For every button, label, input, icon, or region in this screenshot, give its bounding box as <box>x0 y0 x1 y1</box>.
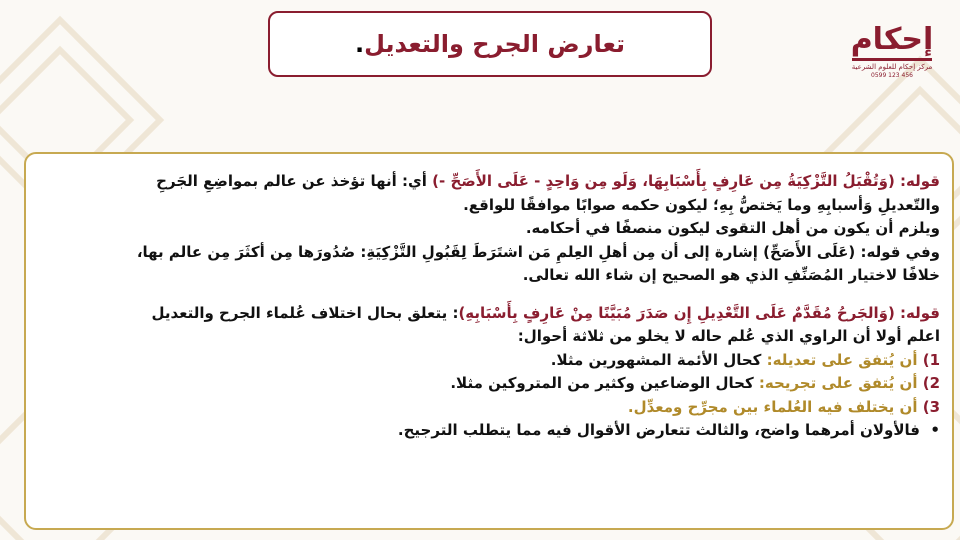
list-item: 3) أن يختلف فيه العُلماء بين مجرِّح ومعدِّل. <box>627 397 940 416</box>
logo-mark: إحكام <box>850 22 934 57</box>
paragraph-5: اعلم أولا أن الراوي الذي عُلم حاله لا يخلو من ثلاثة أحوال: <box>517 327 940 345</box>
bullet-item: • فالأولان أمرهما واضح، والثالث تتعارض الأقوال فيه مما يتطلب الترجيح. <box>397 421 940 439</box>
title-box <box>268 11 712 77</box>
paragraph-1-line-1: قوله: (وَتُقْبَلُ التَّزْكِيَةُ مِن عَارِفٍ بِأَسْبَابِهَا، وَلَو مِن وَاحِدٍ - عَلَى الأَصَحِّ -) أي: أنها تؤخذ عن عالم بمواضِعِ الجَرحِ <box>156 172 940 190</box>
content-text <box>40 170 940 443</box>
paragraph-1-line-2: والتّعديلِ وَأسبابِهِ وما يَختصُّ بِهِ؛ ليكون حكمه صوابًا موافقًا للواقع. <box>463 195 940 214</box>
paragraph-4: قوله: (وَالجَرحُ مُقَدَّمٌ عَلَى التَّعْدِيلِ إِن صَدَرَ مُبَيَّنًا مِنْ عَارِفٍ بِأَسْبَابِهِ): يتعلق بحال اختلاف عُلماء الجرح والتعديل <box>151 303 940 322</box>
logo <box>844 24 940 94</box>
list-item: 1) أن يُتفق على تعديله: كحال الأئمة المشهورين مثلا. <box>550 350 940 369</box>
list-item: 2) أن يُتفق على تجريحه: كحال الوضاعين وكثير من المتروكين مثلا. <box>450 374 940 392</box>
logo-subtitle: مركز إحكام للعلوم الشرعية <box>851 63 933 71</box>
logo-phone: 0599 123 456 <box>871 72 913 79</box>
content-box <box>24 152 954 530</box>
logo-bar <box>852 58 932 61</box>
paragraph-3-line-1: وفي قوله: (عَلَى الأَصَحِّ) إشارة إلى أن مِن أهلِ العِلمِ مَن اشتَرَطَ لِقَبُولِ التَّزْكِيَةِ: صُدُورَها مِن أكثَرَ مِن عالم بها، <box>136 242 940 261</box>
bullet-icon: • <box>930 421 940 439</box>
paragraph-3-line-2: خلافًا لاختيار المُصَنِّفِ الذي هو الصحيح إن شاء الله تعالى. <box>522 266 940 284</box>
page-title: تعارض الجرح والتعديل. <box>354 30 626 58</box>
paragraph-2: ويلزم أن يكون من أهل التقوى ليكون منصفًا في أحكامه. <box>525 219 940 237</box>
